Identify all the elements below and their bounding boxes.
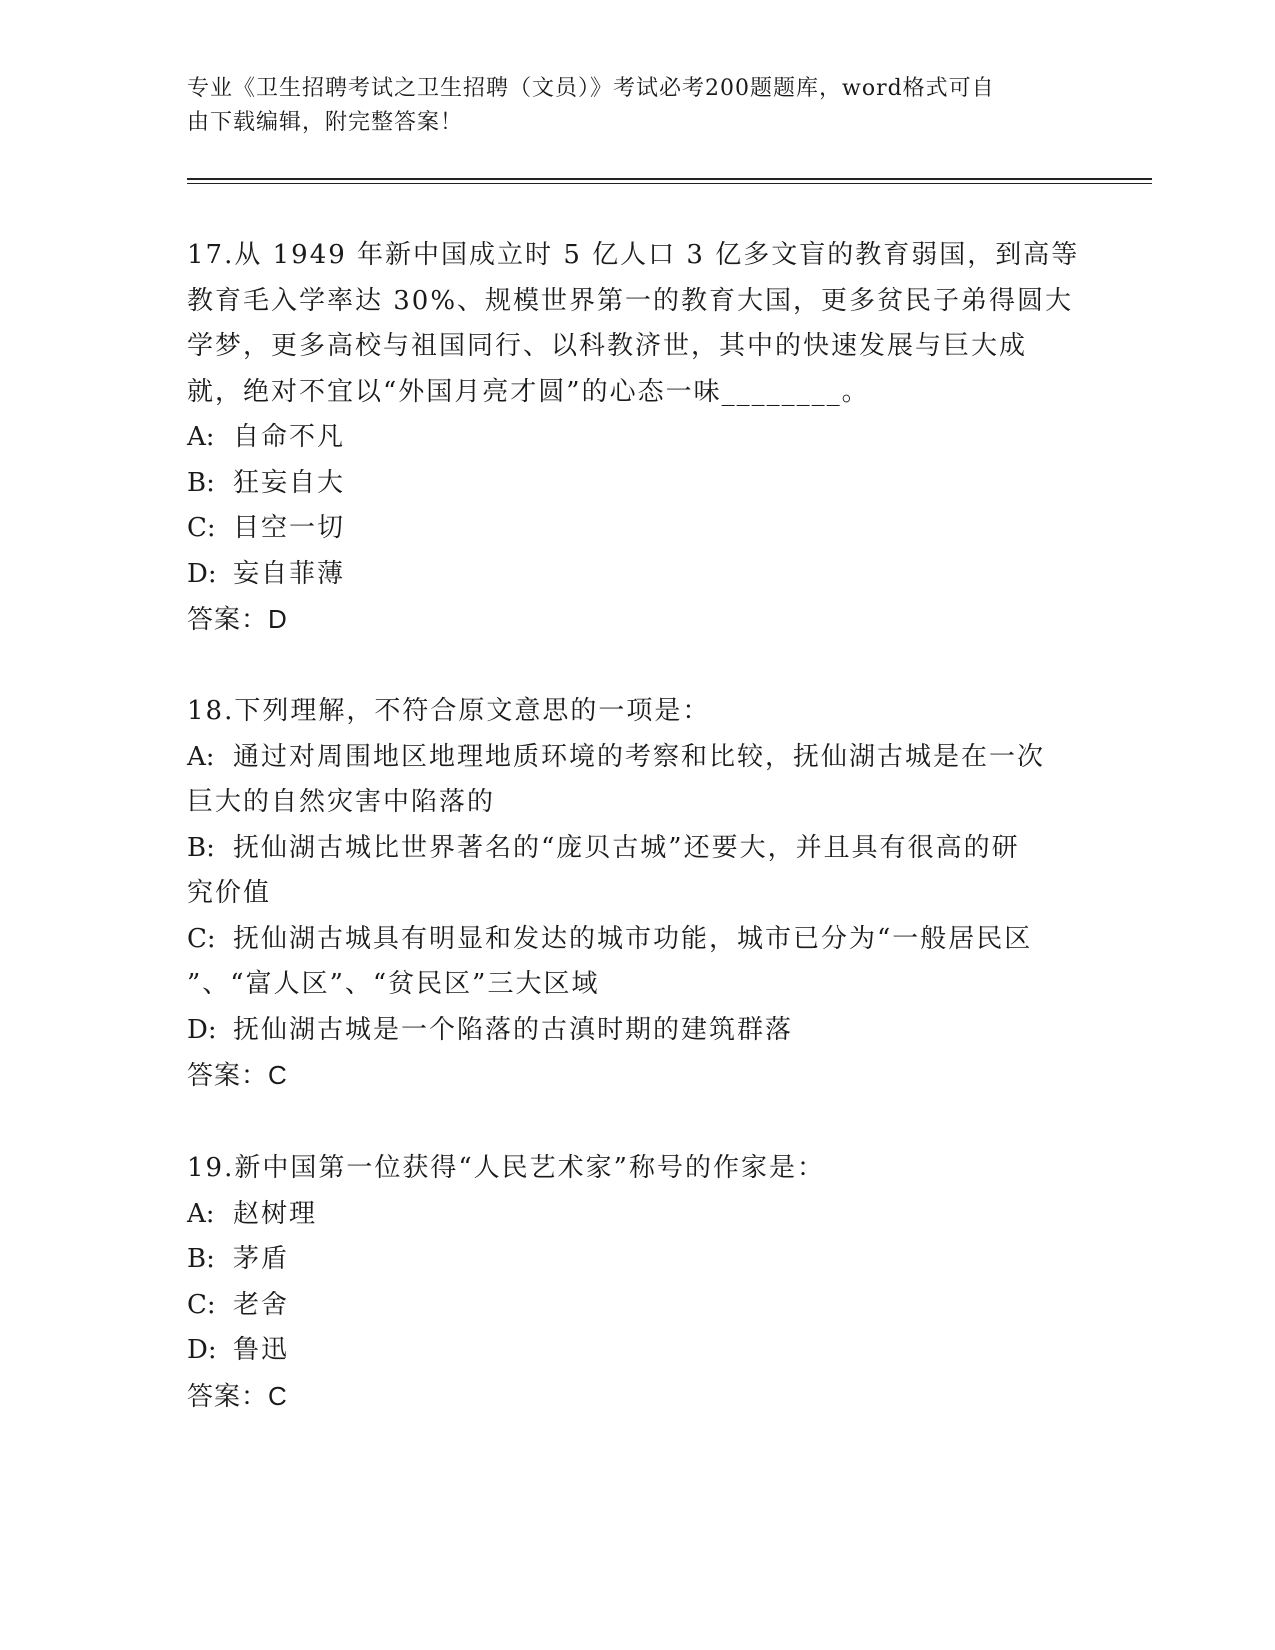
option-a: A: 自命不凡 [187, 422, 346, 452]
option-a: A: 赵树理 [187, 1198, 318, 1229]
option-c: C: 抚仙湖古城具有明显和发达的城市功能，城市已分为“一般居民区 [187, 923, 1033, 954]
option-a: A: 通过对周围地区地理地质环境的考察和比较，抚仙湖古城是在一次 [187, 741, 1046, 772]
option-d: D: 妄自菲薄 [187, 558, 346, 589]
question-stem-line: 18.下列理解，不符合原文意思的一项是： [187, 696, 711, 726]
option-b: B: 狂妄自大 [187, 467, 346, 498]
question-number: 19. [187, 1153, 235, 1183]
option-c-continued: ”、“富人区”、“贫民区”三大区域 [187, 969, 600, 999]
question-stem-line: 教育毛入学率达 30%、规模世界第一的教育大国，更多贫民子弟得圆大 [187, 285, 1074, 316]
answer-line: 答案：D [187, 604, 288, 634]
option-c: C: 目空一切 [187, 513, 346, 543]
question-19 [187, 1146, 1082, 1419]
option-b-continued: 究价值 [187, 878, 272, 908]
header-rule-thick [187, 178, 1152, 180]
question-stem-line: 19.新中国第一位获得“人民艺术家”称号的作家是： [187, 1153, 825, 1183]
question-18 [187, 689, 1082, 1099]
answer-line: 答案：C [187, 1380, 288, 1411]
option-a-continued: 巨大的自然灾害中陷落的 [187, 787, 496, 817]
option-d: D: 抚仙湖古城是一个陷落的古滇时期的建筑群落 [187, 1014, 794, 1045]
header-rule-thin [187, 183, 1152, 184]
question-stem-line: 17.从 1949 年新中国成立时 5 亿人口 3 亿多文盲的教育弱国，到高等 [187, 240, 1080, 270]
question-number: 18. [187, 696, 235, 726]
option-b: B: 抚仙湖古城比世界著名的“庞贝古城”还要大，并且具有很高的研 [187, 832, 1020, 863]
answer-line: 答案：C [187, 1060, 288, 1090]
document-header [187, 72, 1067, 140]
question-stem-line: 就，绝对不宜以“外国月亮才圆”的心态一味________。 [187, 376, 870, 407]
question-stem-line: 学梦，更多高校与祖国同行、以科教济世，其中的快速发展与巨大成 [187, 331, 1028, 361]
question-number: 17. [187, 240, 235, 270]
option-c: C: 老舍 [187, 1289, 290, 1320]
question-17 [187, 233, 1082, 643]
header-line-2: 由下载编辑，附完整答案！ [187, 110, 464, 135]
option-d: D: 鲁迅 [187, 1335, 290, 1365]
header-line-1: 专业《卫生招聘考试之卫生招聘（文员）》考试必考200题题库，word格式可自 [187, 76, 995, 101]
option-b: B: 茅盾 [187, 1244, 290, 1274]
